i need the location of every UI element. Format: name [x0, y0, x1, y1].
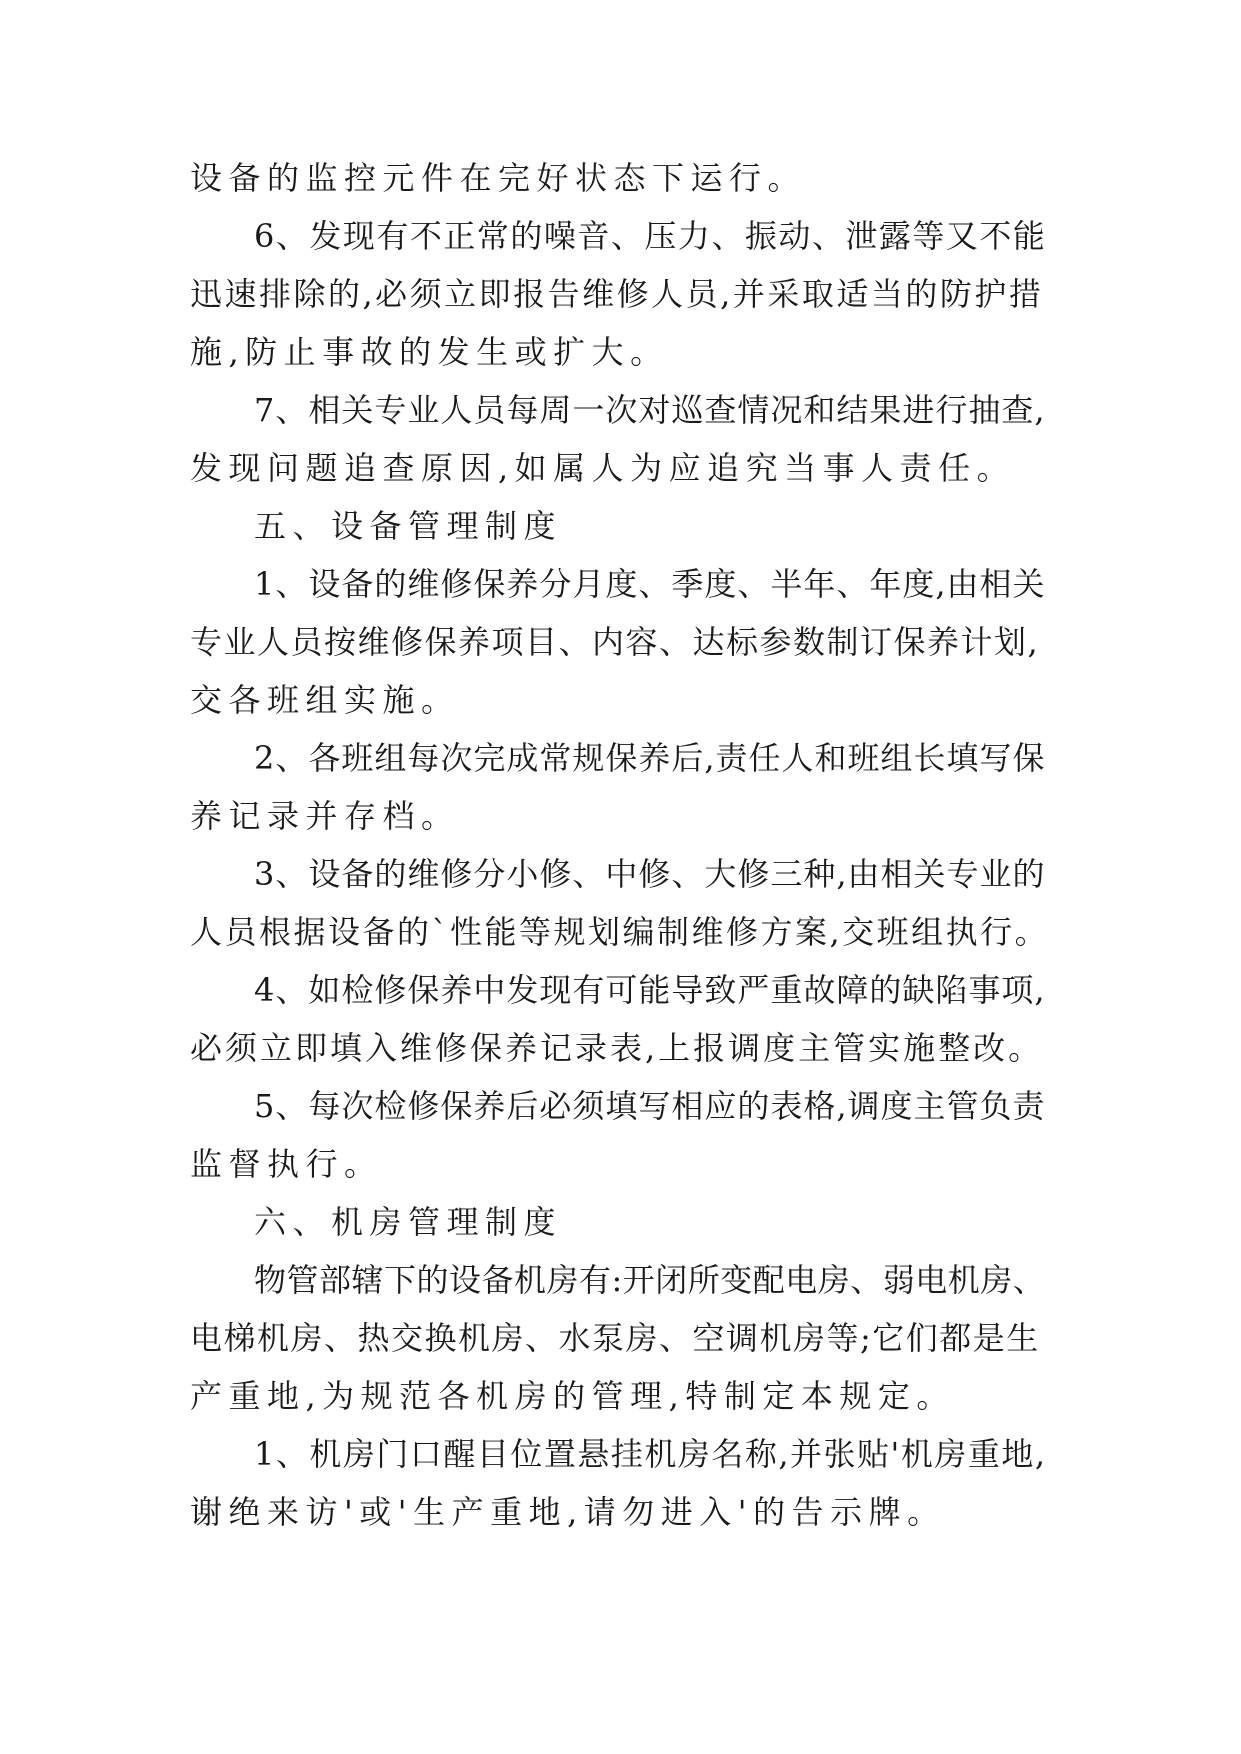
text-line-22: 产重地,为规范各机房的管理,特制定本规定。: [190, 1377, 955, 1415]
text-line-5: 7、相关专业人员每周一次对巡查情况和结果进行抽查,: [254, 391, 1046, 429]
text-line-12: 养记录并存档。: [190, 797, 460, 835]
section-heading-6: 六、机房管理制度: [254, 1203, 563, 1241]
section-heading-5: 五、设备管理制度: [254, 507, 563, 545]
text-line-14: 人员根据设备的`性能等规划编制维修方案,交班组执行。: [190, 913, 1050, 951]
text-line-16: 必须立即填入维修保养记录表,上报调度主管实施整改。: [190, 1029, 1044, 1067]
text-line-8: 1、设备的维修保养分月度、季度、半年、年度,由相关: [254, 565, 1046, 603]
text-line-2: 6、发现有不正常的噪音、压力、振动、泄露等又不能: [254, 217, 1047, 255]
text-line-24: 谢绝来访'或'生产重地,请勿进入'的告示牌。: [190, 1493, 946, 1531]
text-line-11: 2、各班组每次完成常规保养后,责任人和班组长填写保: [254, 739, 1046, 777]
text-line-13: 3、设备的维修分小修、中修、大修三种,由相关专业的: [254, 855, 1046, 893]
text-line-15: 4、如检修保养中发现有可能导致严重故障的缺陷事项,: [254, 971, 1046, 1009]
text-line-18: 监督执行。: [190, 1145, 383, 1183]
text-line-9: 专业人员按维修保养项目、内容、达标参数制订保养计划,: [190, 623, 1040, 661]
text-line-6: 发现问题追查原因,如属人为应追究当事人责任。: [190, 449, 1016, 487]
text-line-17: 5、每次检修保养后必须填写相应的表格,调度主管负责: [254, 1087, 1046, 1125]
text-line-20: 物管部辖下的设备机房有:开闭所变配电房、弱电机房、: [254, 1261, 1046, 1299]
text-line-21: 电梯机房、热交换机房、水泵房、空调机房等;它们都是生: [190, 1319, 1040, 1357]
text-line-10: 交各班组实施。: [190, 681, 460, 719]
text-line-4: 施,防止事故的发生或扩大。: [190, 333, 669, 371]
text-line-1: 设备的监控元件在完好状态下运行。: [190, 159, 807, 197]
text-line-3: 迅速排除的,必须立即报告维修人员,并采取适当的防护措: [190, 275, 1044, 313]
text-line-23: 1、机房门口醒目位置悬挂机房名称,并张贴'机房重地,: [254, 1435, 1047, 1473]
